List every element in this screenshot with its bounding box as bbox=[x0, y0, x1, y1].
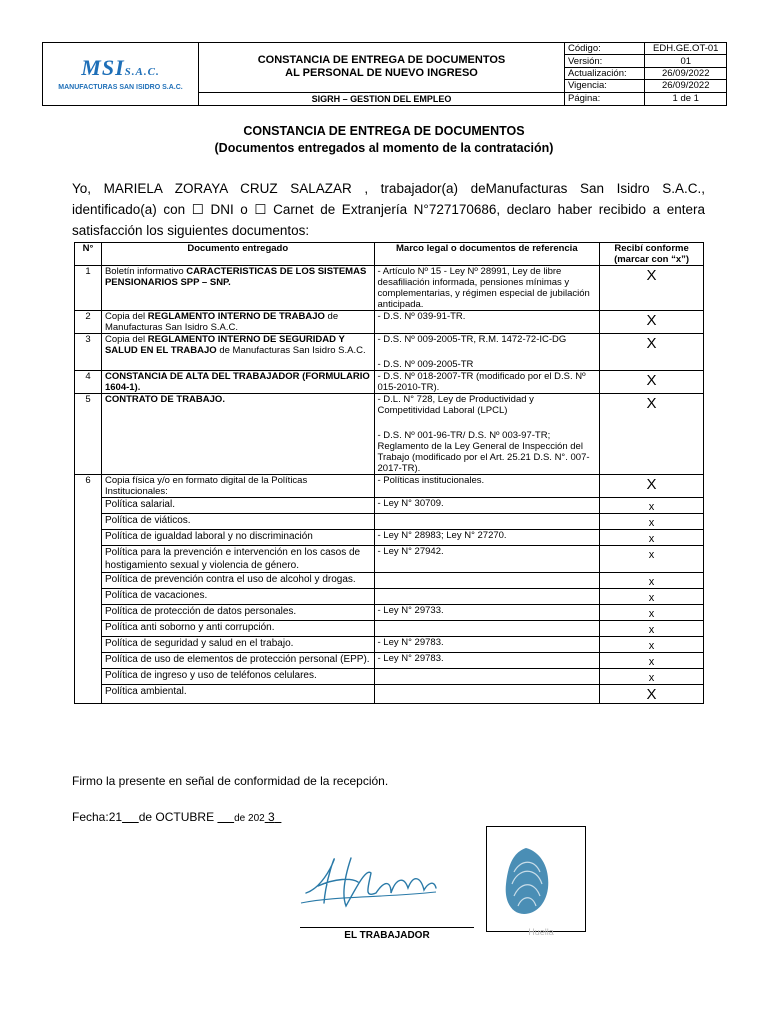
policy-document: Política de ingreso y uso de teléfonos celulares. bbox=[101, 669, 374, 685]
row-reference-extra: - D.S. Nº 001-96-TR/ D.S. Nº 003-97-TR; Reglamento de la Ley General de Inspección del Trabajo (modificado por el Art. 25.21 D.S. N°. 007-2017-TR). bbox=[377, 430, 590, 474]
closing-statement: Firmo la presente en señal de conformidad de la recepción. bbox=[72, 774, 389, 788]
received-checkmark[interactable]: X bbox=[600, 371, 704, 394]
received-checkmark[interactable]: x bbox=[600, 514, 704, 530]
policy-reference: - Ley N° 28983; Ley N° 27270. bbox=[374, 530, 600, 546]
row-number: 3 bbox=[75, 334, 102, 371]
document-header bbox=[42, 42, 727, 106]
meta-code-value: EDH.GE.OT-01 bbox=[645, 43, 727, 55]
declaration-paragraph: Yo, MARIELA ZORAYA CRUZ SALAZAR , trabajador(a) deManufacturas San Isidro S.A.C., identificado(a) con ☐ DNI o ☐ Carnet de Extranjería N°727170686, declaro haber recibido a entera satisfacción los siguientes documentos: bbox=[72, 181, 705, 238]
row-document: CONTRATO DE TRABAJO. bbox=[101, 394, 374, 475]
policy-row bbox=[75, 669, 704, 685]
row-reference: - D.S. Nº 009-2005-TR, R.M. 1472-72-IC-DG - D.S. Nº 009-2005-TR bbox=[374, 334, 600, 371]
policy-document: Política de igualdad laboral y no discriminación bbox=[101, 530, 374, 546]
meta-version-label: Versión: bbox=[565, 55, 645, 67]
received-checkmark[interactable]: x bbox=[600, 530, 704, 546]
policy-row bbox=[75, 498, 704, 514]
policy-row bbox=[75, 573, 704, 589]
meta-validity-value: 26/09/2022 bbox=[645, 80, 727, 92]
table-row bbox=[75, 475, 704, 498]
table-row bbox=[75, 311, 704, 334]
policy-document: Política anti soborno y anti corrupción. bbox=[101, 621, 374, 637]
row-document: CONSTANCIA DE ALTA DEL TRABAJADOR (FORMULARIO 1604-1). bbox=[101, 371, 374, 394]
policy-document: Política de prevención contra el uso de alcohol y drogas. bbox=[101, 573, 374, 589]
row-document: Boletín informativo CARACTERISTICAS DE LOS SISTEMAS PENSIONARIOS SPP – SNP. bbox=[101, 266, 374, 311]
policy-document: Política de seguridad y salud en el trabajo. bbox=[101, 637, 374, 653]
received-checkmark[interactable]: x bbox=[600, 669, 704, 685]
received-checkmark[interactable]: x bbox=[600, 621, 704, 637]
received-checkmark[interactable]: X bbox=[600, 266, 704, 311]
received-checkmark[interactable]: X bbox=[600, 394, 704, 475]
policy-document: Política de uso de elementos de protección personal (EPP). bbox=[101, 653, 374, 669]
policy-row bbox=[75, 637, 704, 653]
policy-document: Política para la prevención e intervención en los casos de hostigamiento sexual y violencia de género. bbox=[101, 546, 374, 573]
signature-line bbox=[300, 927, 474, 928]
meta-version-value: 01 bbox=[645, 55, 727, 67]
received-checkmark[interactable]: x bbox=[600, 589, 704, 605]
received-checkmark[interactable]: x bbox=[600, 546, 704, 573]
received-checkmark[interactable]: x bbox=[600, 605, 704, 621]
received-checkmark[interactable]: X bbox=[600, 334, 704, 371]
row-reference: - D.S. Nº 039-91-TR. bbox=[374, 311, 600, 334]
policy-row bbox=[75, 546, 704, 573]
document-title: CONSTANCIA DE ENTREGA DE DOCUMENTOS bbox=[243, 124, 525, 138]
header-legal-reference: Marco legal o documentos de referencia bbox=[374, 243, 600, 266]
policy-document: Política salarial. bbox=[101, 498, 374, 514]
row-number: 5 bbox=[75, 394, 102, 475]
header-title: CONSTANCIA DE ENTREGA DE DOCUMENTOS AL PERSONAL DE NUEVO INGRESO bbox=[199, 43, 565, 93]
table-row bbox=[75, 266, 704, 311]
policy-row bbox=[75, 605, 704, 621]
meta-validity-label: Vigencia: bbox=[565, 80, 645, 92]
policy-reference bbox=[374, 573, 600, 589]
header-num: N° bbox=[75, 243, 102, 266]
row-number: 2 bbox=[75, 311, 102, 334]
worker-signature bbox=[296, 848, 446, 918]
table-row bbox=[75, 334, 704, 371]
company-logo: MSIS.A.C. MANUFACTURAS SAN ISIDRO S.A.C. bbox=[43, 43, 199, 106]
meta-page-value: 1 de 1 bbox=[645, 92, 727, 105]
signature-label: EL TRABAJADOR bbox=[344, 930, 430, 941]
policy-reference bbox=[374, 514, 600, 530]
row-document: Copia física y/o en formato digital de la Políticas Institucionales: bbox=[101, 475, 374, 498]
received-checkmark[interactable]: X bbox=[600, 311, 704, 334]
meta-page-label: Página: bbox=[565, 92, 645, 105]
received-checkmark[interactable]: X bbox=[600, 685, 704, 704]
header-document: Documento entregado bbox=[101, 243, 374, 266]
header-received: Recibí conforme (marcar con “x”) bbox=[600, 243, 704, 266]
table-row bbox=[75, 394, 704, 475]
fingerprint-image bbox=[496, 842, 556, 920]
policy-document: Política de viáticos. bbox=[101, 514, 374, 530]
row-document: Copia del REGLAMENTO INTERNO DE TRABAJO de Manufacturas San Isidro S.A.C. bbox=[101, 311, 374, 334]
documents-table bbox=[74, 242, 704, 704]
policy-row bbox=[75, 621, 704, 637]
received-checkmark[interactable]: x bbox=[600, 573, 704, 589]
policy-document: Política ambiental. bbox=[101, 685, 374, 704]
policy-reference: - Ley N° 29733. bbox=[374, 605, 600, 621]
policy-reference bbox=[374, 669, 600, 685]
row-reference: - D.S. Nº 018-2007-TR (modificado por el D.S. Nº 015-2010-TR). bbox=[374, 371, 600, 394]
table-header-row bbox=[75, 243, 704, 266]
policy-reference bbox=[374, 621, 600, 637]
header-subtitle: SIGRH – GESTION DEL EMPLEO bbox=[199, 92, 565, 105]
policy-document: Política de vacaciones. bbox=[101, 589, 374, 605]
policy-reference: - Ley N° 30709. bbox=[374, 498, 600, 514]
policy-row bbox=[75, 589, 704, 605]
fingerprint-label: Huella bbox=[528, 927, 554, 937]
policy-reference: - Ley N° 29783. bbox=[374, 653, 600, 669]
meta-update-label: Actualización: bbox=[565, 67, 645, 79]
received-checkmark[interactable]: x bbox=[600, 653, 704, 669]
policy-reference: - Ley N° 29783. bbox=[374, 637, 600, 653]
policy-reference bbox=[374, 685, 600, 704]
policy-row bbox=[75, 530, 704, 546]
policy-reference: - Ley N° 27942. bbox=[374, 546, 600, 573]
policy-row bbox=[75, 514, 704, 530]
row-reference-extra: - D.S. Nº 009-2005-TR bbox=[377, 359, 474, 370]
row-number: 4 bbox=[75, 371, 102, 394]
date-line: Fecha:21 de OCTUBRE de 202 3 bbox=[72, 810, 275, 824]
policy-row bbox=[75, 685, 704, 704]
table-row bbox=[75, 371, 704, 394]
row-number: 1 bbox=[75, 266, 102, 311]
received-checkmark[interactable]: x bbox=[600, 637, 704, 653]
received-checkmark[interactable]: x bbox=[600, 498, 704, 514]
row-reference: - Políticas institucionales. bbox=[374, 475, 600, 498]
row-reference: - Artículo Nº 15 - Ley Nº 28991, Ley de libre desafiliación informada, pensiones mínimas y complementarias, y régimen especial de jubilación anticipada. bbox=[374, 266, 600, 311]
policy-document: Política de protección de datos personales. bbox=[101, 605, 374, 621]
policy-reference bbox=[374, 589, 600, 605]
row-document: Copia del REGLAMENTO INTERNO DE SEGURIDAD Y SALUD EN EL TRABAJO de Manufacturas San Isidro S.A.C. bbox=[101, 334, 374, 371]
received-checkmark[interactable]: X bbox=[600, 475, 704, 498]
meta-update-value: 26/09/2022 bbox=[645, 67, 727, 79]
meta-code-label: Código: bbox=[565, 43, 645, 55]
row-reference: - D.L. N° 728, Ley de Productividad y Competitividad Laboral (LPCL) - D.S. Nº 001-96-TR/ D.S. Nº 003-97-TR; Reglamento de la Ley General de Inspección del Trabajo (modificado por el Art. 25.21 D.S. N°. 007-2017-TR). bbox=[374, 394, 600, 475]
row-number: 6 bbox=[75, 475, 102, 704]
policy-row bbox=[75, 653, 704, 669]
document-subtitle: (Documentos entregados al momento de la contratación) bbox=[214, 141, 554, 155]
